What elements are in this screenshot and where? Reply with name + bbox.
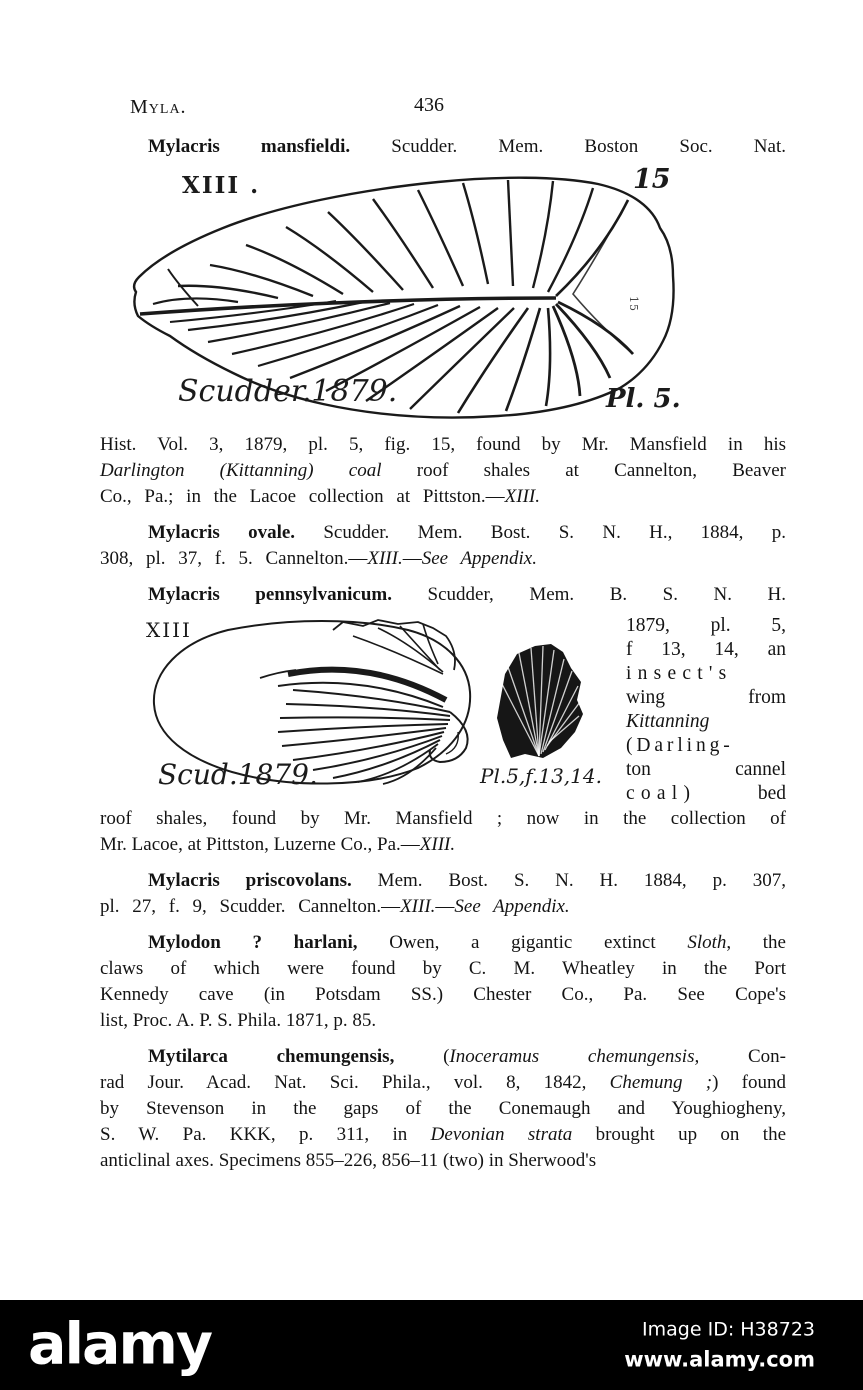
watermark-bar (0, 1300, 863, 1390)
text-segment: ( (394, 1046, 450, 1067)
text-segment: Mr. Lacoe, at Pittston, Luzerne Co., Pa.— (100, 834, 420, 855)
alamy-url: www.alamy.com (624, 1347, 815, 1372)
text-segment: XIII. (400, 896, 436, 917)
text-segment: , the (726, 932, 786, 953)
fig2-signature: Scud.1879. (158, 758, 318, 791)
text-line (626, 710, 786, 734)
text-line (100, 1044, 786, 1070)
text-segment: Mylacris mansfieldi. (148, 136, 351, 157)
text-line (100, 982, 786, 1008)
fig2-plate-ref: Pl.5,f.13,14. (480, 764, 602, 788)
text-segment: Darlington (Kittanning) coal (100, 460, 382, 481)
page-number-text: 436 (414, 94, 444, 116)
text-segment: Mylacris priscovolans. (148, 870, 352, 891)
text-segment: XIII. (367, 548, 403, 569)
text-segment: list, Proc. A. P. S. Phila. 1871, p. 85. (100, 1010, 377, 1031)
entry-heading-mansfieldi (100, 134, 786, 160)
text-segment: XIII. (504, 486, 541, 507)
text-line (100, 134, 786, 160)
text-line (100, 520, 786, 546)
text-line (100, 930, 786, 956)
text-segment: Mylacris pennsylvanicum. (148, 584, 393, 605)
fig1-number: 15 (633, 164, 671, 195)
fig2-plate-label: XIII (146, 618, 192, 642)
watermark-info (624, 1319, 815, 1372)
body-text-1 (100, 432, 786, 608)
image-id: Image ID: H38723 (642, 1318, 815, 1341)
text-segment: Scudder, Mem. B. S. N. H. (392, 584, 786, 605)
text-line (100, 1148, 786, 1174)
text-segment: bed (696, 783, 786, 804)
text-segment: Con- (699, 1046, 786, 1067)
text-segment: Inoceramus chemungensis, (449, 1046, 700, 1067)
text-segment: roof shales at Cannelton, Beaver (381, 460, 787, 481)
text-line (100, 484, 786, 510)
text-segment: — (402, 548, 422, 569)
text-line (626, 758, 786, 782)
figure-mansfieldi-wing (128, 166, 734, 434)
text-line (100, 868, 786, 894)
text-segment: — (435, 896, 455, 917)
text-segment: (Darling- (626, 735, 734, 756)
text-line (626, 734, 786, 758)
text-line (100, 1096, 786, 1122)
text-line (100, 582, 786, 608)
text-segment: brought up on the (572, 1124, 787, 1145)
text-line (626, 662, 786, 686)
fig1-plate-ref: Pl. 5. (606, 384, 681, 414)
text-segment: Mylodon ? harlani, (148, 932, 358, 953)
dark-fossil-fragment-drawing (491, 640, 589, 770)
text-segment: Mylacris ovale. (148, 522, 296, 543)
text-line (100, 1008, 786, 1034)
text-segment: S. W. Pa. KKK, p. 311, in (100, 1124, 431, 1145)
text-line (100, 1070, 786, 1096)
text-segment: See Appendix. (421, 548, 537, 569)
text-segment: Sloth (687, 932, 727, 953)
text-line (626, 614, 786, 638)
text-line (100, 806, 786, 832)
text-segment: Co., Pa.; in the Lacoe collection at Pittston.— (100, 486, 505, 507)
text-segment: Kittanning (626, 711, 710, 732)
text-segment: Owen, a gigantic extinct (357, 932, 688, 953)
fig1-plate-label: XIII . (182, 172, 261, 199)
text-segment: rad Jour. Acad. Nat. Sci. Phila., vol. 8, 1842, (100, 1072, 610, 1093)
text-line (100, 894, 786, 920)
text-line (100, 832, 786, 858)
figure-pennsylvanicum (128, 612, 608, 808)
text-line (626, 782, 786, 806)
text-segment: anticlinal axes. Specimens 855–226, 856–11 (two) in Sherwood's (100, 1150, 597, 1171)
text-line (100, 1122, 786, 1148)
text-line (100, 956, 786, 982)
text-line (626, 686, 786, 710)
text-segment: Mem. Bost. S. N. H. 1884, p. 307, (351, 870, 786, 891)
fig1-signature: Scudder.1879. (178, 374, 398, 409)
text-segment: f 13, 14, an (626, 639, 786, 660)
running-title-text: Myla. (130, 96, 187, 118)
text-segment: Scudder. Mem. Boston Soc. Nat. (350, 136, 786, 157)
text-segment: by Stevenson in the gaps of the Conemaugh and Youghiogheny, (100, 1098, 786, 1119)
text-segment: pl. 27, f. 9, Scudder. Cannelton.— (100, 896, 401, 917)
text-segment: ) found (712, 1072, 786, 1093)
running-title (130, 96, 187, 119)
text-segment: coal) (626, 783, 697, 804)
body-text-2 (100, 806, 786, 1174)
text-line (100, 432, 786, 458)
text-segment: Chemung ; (609, 1072, 713, 1093)
text-segment: Kennedy cave (in Potsdam SS.) Chester Co., Pa. See Cope's (100, 984, 786, 1005)
text-line (100, 458, 786, 484)
wrapped-text-column (626, 614, 786, 806)
text-segment: See Appendix. (454, 896, 570, 917)
text-line (100, 546, 786, 572)
text-segment: wing from (626, 687, 786, 708)
text-segment: roof shales, found by Mr. Mansfield ; now in the collection of (100, 808, 786, 829)
text-segment: 1879, pl. 5, (626, 615, 786, 636)
text-segment: Mytilarca chemungensis, (148, 1046, 395, 1067)
text-segment: Scudder. Mem. Bost. S. N. H., 1884, p. (295, 522, 786, 543)
text-segment: ton cannel (626, 759, 786, 780)
text-segment: Hist. Vol. 3, 1879, pl. 5, fig. 15, found by Mr. Mansfield in his (100, 434, 786, 455)
fig1-side-number: 15 (627, 296, 640, 312)
text-line (626, 638, 786, 662)
page-number (414, 94, 444, 117)
text-segment: 308, pl. 37, f. 5. Cannelton.— (100, 548, 368, 569)
text-segment: XIII. (419, 834, 456, 855)
alamy-logo: alamy (28, 1311, 212, 1378)
text-segment: Devonian strata (430, 1124, 573, 1145)
text-segment: insect's (626, 663, 733, 684)
text-segment: claws of which were found by C. M. Wheatley in the Port (100, 958, 786, 979)
